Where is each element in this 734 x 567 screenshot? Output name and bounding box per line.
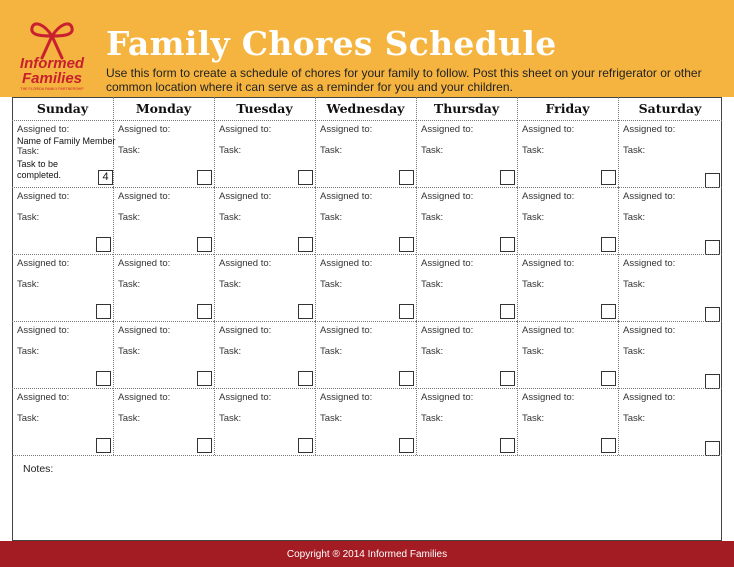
done-checkbox[interactable] [197, 237, 212, 252]
done-checkbox[interactable] [298, 304, 313, 319]
done-checkbox[interactable] [500, 371, 515, 386]
task-label: Task: [17, 212, 40, 223]
task-label: Task: [522, 212, 545, 223]
task-label: Task: [320, 413, 343, 424]
assigned-label: Assigned to: [320, 191, 373, 202]
chore-cell [113, 187, 214, 254]
assigned-label: Assigned to: [118, 124, 171, 135]
done-checkbox[interactable] [705, 173, 720, 188]
task-label: Task: [623, 413, 646, 424]
assigned-label: Assigned to: [421, 191, 474, 202]
assigned-label: Assigned to: [522, 392, 575, 403]
task-label: Task: [421, 145, 444, 156]
chore-cell [315, 187, 416, 254]
task-label: Task: [219, 212, 242, 223]
task-label: Task: [17, 413, 40, 424]
assigned-label: Assigned to: [421, 392, 474, 403]
done-checkbox[interactable] [197, 371, 212, 386]
assigned-label: Assigned to: [421, 258, 474, 269]
notes-label: Notes: [23, 463, 54, 475]
assigned-label: Assigned to: [219, 392, 272, 403]
chore-cell [214, 120, 315, 187]
task-label: Task: [17, 146, 40, 157]
assigned-label: Assigned to: [17, 191, 70, 202]
task-label: Task: [522, 145, 545, 156]
chore-cell [416, 187, 517, 254]
done-checkbox[interactable] [601, 371, 616, 386]
done-checkbox[interactable] [96, 438, 111, 453]
done-checkbox[interactable] [601, 304, 616, 319]
assigned-label: Assigned to: [623, 124, 676, 135]
assigned-label: Assigned to: [421, 325, 474, 336]
done-checkbox[interactable] [298, 237, 313, 252]
chore-cell [517, 120, 618, 187]
example-assigned-value: Name of Family Member [17, 136, 116, 146]
done-checkbox[interactable]: 4 [98, 170, 113, 185]
assigned-label: Assigned to: [522, 325, 575, 336]
done-checkbox[interactable] [705, 441, 720, 456]
example-task-value-cont: completed. [17, 170, 62, 180]
done-checkbox[interactable] [500, 304, 515, 319]
chore-cell [12, 321, 113, 388]
chore-cell [214, 321, 315, 388]
chore-cell [12, 254, 113, 321]
task-label: Task: [623, 346, 646, 357]
task-label: Task: [219, 413, 242, 424]
task-label: Task: [421, 279, 444, 290]
done-checkbox[interactable] [705, 307, 720, 322]
assigned-label: Assigned to: [118, 392, 171, 403]
chore-cell [214, 388, 315, 455]
assigned-label: Assigned to: [17, 258, 70, 269]
done-checkbox[interactable] [399, 237, 414, 252]
task-label: Task: [421, 212, 444, 223]
chore-cell [315, 120, 416, 187]
task-label: Task: [421, 346, 444, 357]
day-header-saturday: Saturday [638, 101, 702, 116]
assigned-label: Assigned to: [623, 258, 676, 269]
assigned-label: Assigned to: [522, 124, 575, 135]
assigned-label: Assigned to: [219, 191, 272, 202]
assigned-label: Assigned to: [623, 325, 676, 336]
done-checkbox[interactable] [96, 304, 111, 319]
assigned-label: Assigned to: [219, 124, 272, 135]
done-checkbox[interactable] [399, 438, 414, 453]
done-checkbox[interactable] [96, 237, 111, 252]
chore-cell [315, 321, 416, 388]
chore-cell [315, 388, 416, 455]
done-checkbox[interactable] [601, 438, 616, 453]
task-label: Task: [118, 145, 141, 156]
task-label: Task: [522, 279, 545, 290]
assigned-label: Assigned to: [623, 191, 676, 202]
copyright-text: Copyright ® 2014 Informed Families [286, 548, 448, 560]
task-label: Task: [219, 279, 242, 290]
chore-cell [214, 254, 315, 321]
done-checkbox[interactable] [298, 170, 313, 185]
day-header-monday: Monday [135, 101, 192, 116]
done-checkbox[interactable] [601, 237, 616, 252]
chore-cell [416, 388, 517, 455]
chore-cell [618, 388, 722, 455]
assigned-label: Assigned to: [219, 258, 272, 269]
chore-cell [517, 388, 618, 455]
chore-cell [618, 321, 722, 388]
done-checkbox[interactable] [197, 304, 212, 319]
day-header-tuesday: Tuesday [236, 101, 293, 116]
done-checkbox[interactable] [399, 371, 414, 386]
task-label: Task: [118, 212, 141, 223]
chore-cell [113, 388, 214, 455]
done-checkbox[interactable] [197, 170, 212, 185]
chore-cell [618, 120, 722, 187]
done-checkbox[interactable] [399, 170, 414, 185]
assigned-label: Assigned to: [522, 258, 575, 269]
done-checkbox[interactable] [197, 438, 212, 453]
assigned-label: Assigned to: [623, 392, 676, 403]
assigned-label: Assigned to: [118, 191, 171, 202]
task-label: Task: [522, 413, 545, 424]
chore-cell [517, 321, 618, 388]
logo-tagline: THE FLORIDA FAMILY PARTNERSHIP [20, 87, 84, 91]
day-header-friday: Friday [545, 101, 590, 116]
done-checkbox[interactable] [96, 371, 111, 386]
assigned-label: Assigned to: [219, 325, 272, 336]
task-label: Task: [320, 145, 343, 156]
assigned-label: Assigned to: [118, 325, 171, 336]
done-checkbox[interactable] [500, 237, 515, 252]
day-header-sunday: Sunday [36, 101, 89, 116]
example-task-value: Task to be [17, 159, 59, 169]
footer-bar [0, 541, 734, 567]
task-label: Task: [421, 413, 444, 424]
day-header-thursday: Thursday [433, 101, 500, 116]
informed-families-logo [8, 14, 96, 92]
chore-cell [416, 254, 517, 321]
done-checkbox[interactable] [705, 240, 720, 255]
day-header-wednesday: Wednesday [326, 101, 405, 116]
task-label: Task: [623, 279, 646, 290]
page-title: Family Chores Schedule [106, 24, 557, 63]
task-label: Task: [623, 212, 646, 223]
chore-cell [517, 187, 618, 254]
chore-cell [517, 254, 618, 321]
chore-cell [12, 187, 113, 254]
task-label: Task: [623, 145, 646, 156]
task-label: Task: [17, 279, 40, 290]
task-label: Task: [522, 346, 545, 357]
task-label: Task: [17, 346, 40, 357]
logo-text-line1: Informed [19, 55, 85, 72]
task-label: Task: [320, 212, 343, 223]
notes-area[interactable] [12, 455, 722, 541]
instructions-text: Use this form to create a schedule of chores for your family to follow. Post this sheet on your refrigerator or other common location where it can serve as a reminder for you and your children. [106, 66, 702, 94]
chore-cell [416, 120, 517, 187]
done-checkbox[interactable] [298, 438, 313, 453]
assigned-label: Assigned to: [17, 124, 70, 135]
logo-text-line2: Families [21, 70, 83, 87]
done-checkbox[interactable] [500, 170, 515, 185]
chore-cell [113, 254, 214, 321]
assigned-label: Assigned to: [17, 325, 70, 336]
chore-cell [416, 321, 517, 388]
task-label: Task: [219, 145, 242, 156]
task-label: Task: [118, 346, 141, 357]
chore-cell [618, 187, 722, 254]
task-label: Task: [219, 346, 242, 357]
done-checkbox[interactable] [399, 304, 414, 319]
chore-cell [618, 254, 722, 321]
assigned-label: Assigned to: [320, 124, 373, 135]
done-checkbox[interactable] [298, 371, 313, 386]
assigned-label: Assigned to: [320, 258, 373, 269]
task-label: Task: [320, 346, 343, 357]
chore-cell [214, 187, 315, 254]
done-checkbox[interactable] [705, 374, 720, 389]
assigned-label: Assigned to: [320, 325, 373, 336]
assigned-label: Assigned to: [320, 392, 373, 403]
chore-cell [12, 388, 113, 455]
task-label: Task: [320, 279, 343, 290]
assigned-label: Assigned to: [421, 124, 474, 135]
task-label: Task: [118, 279, 141, 290]
assigned-label: Assigned to: [522, 191, 575, 202]
assigned-label: Assigned to: [17, 392, 70, 403]
chore-cell [12, 120, 116, 187]
chore-cell [113, 321, 214, 388]
assigned-label: Assigned to: [118, 258, 171, 269]
task-label: Task: [118, 413, 141, 424]
header-banner [0, 0, 734, 97]
done-checkbox[interactable] [601, 170, 616, 185]
chore-cell [315, 254, 416, 321]
done-checkbox[interactable] [500, 438, 515, 453]
chore-cell [113, 120, 214, 187]
gift-bow-icon [32, 24, 72, 58]
